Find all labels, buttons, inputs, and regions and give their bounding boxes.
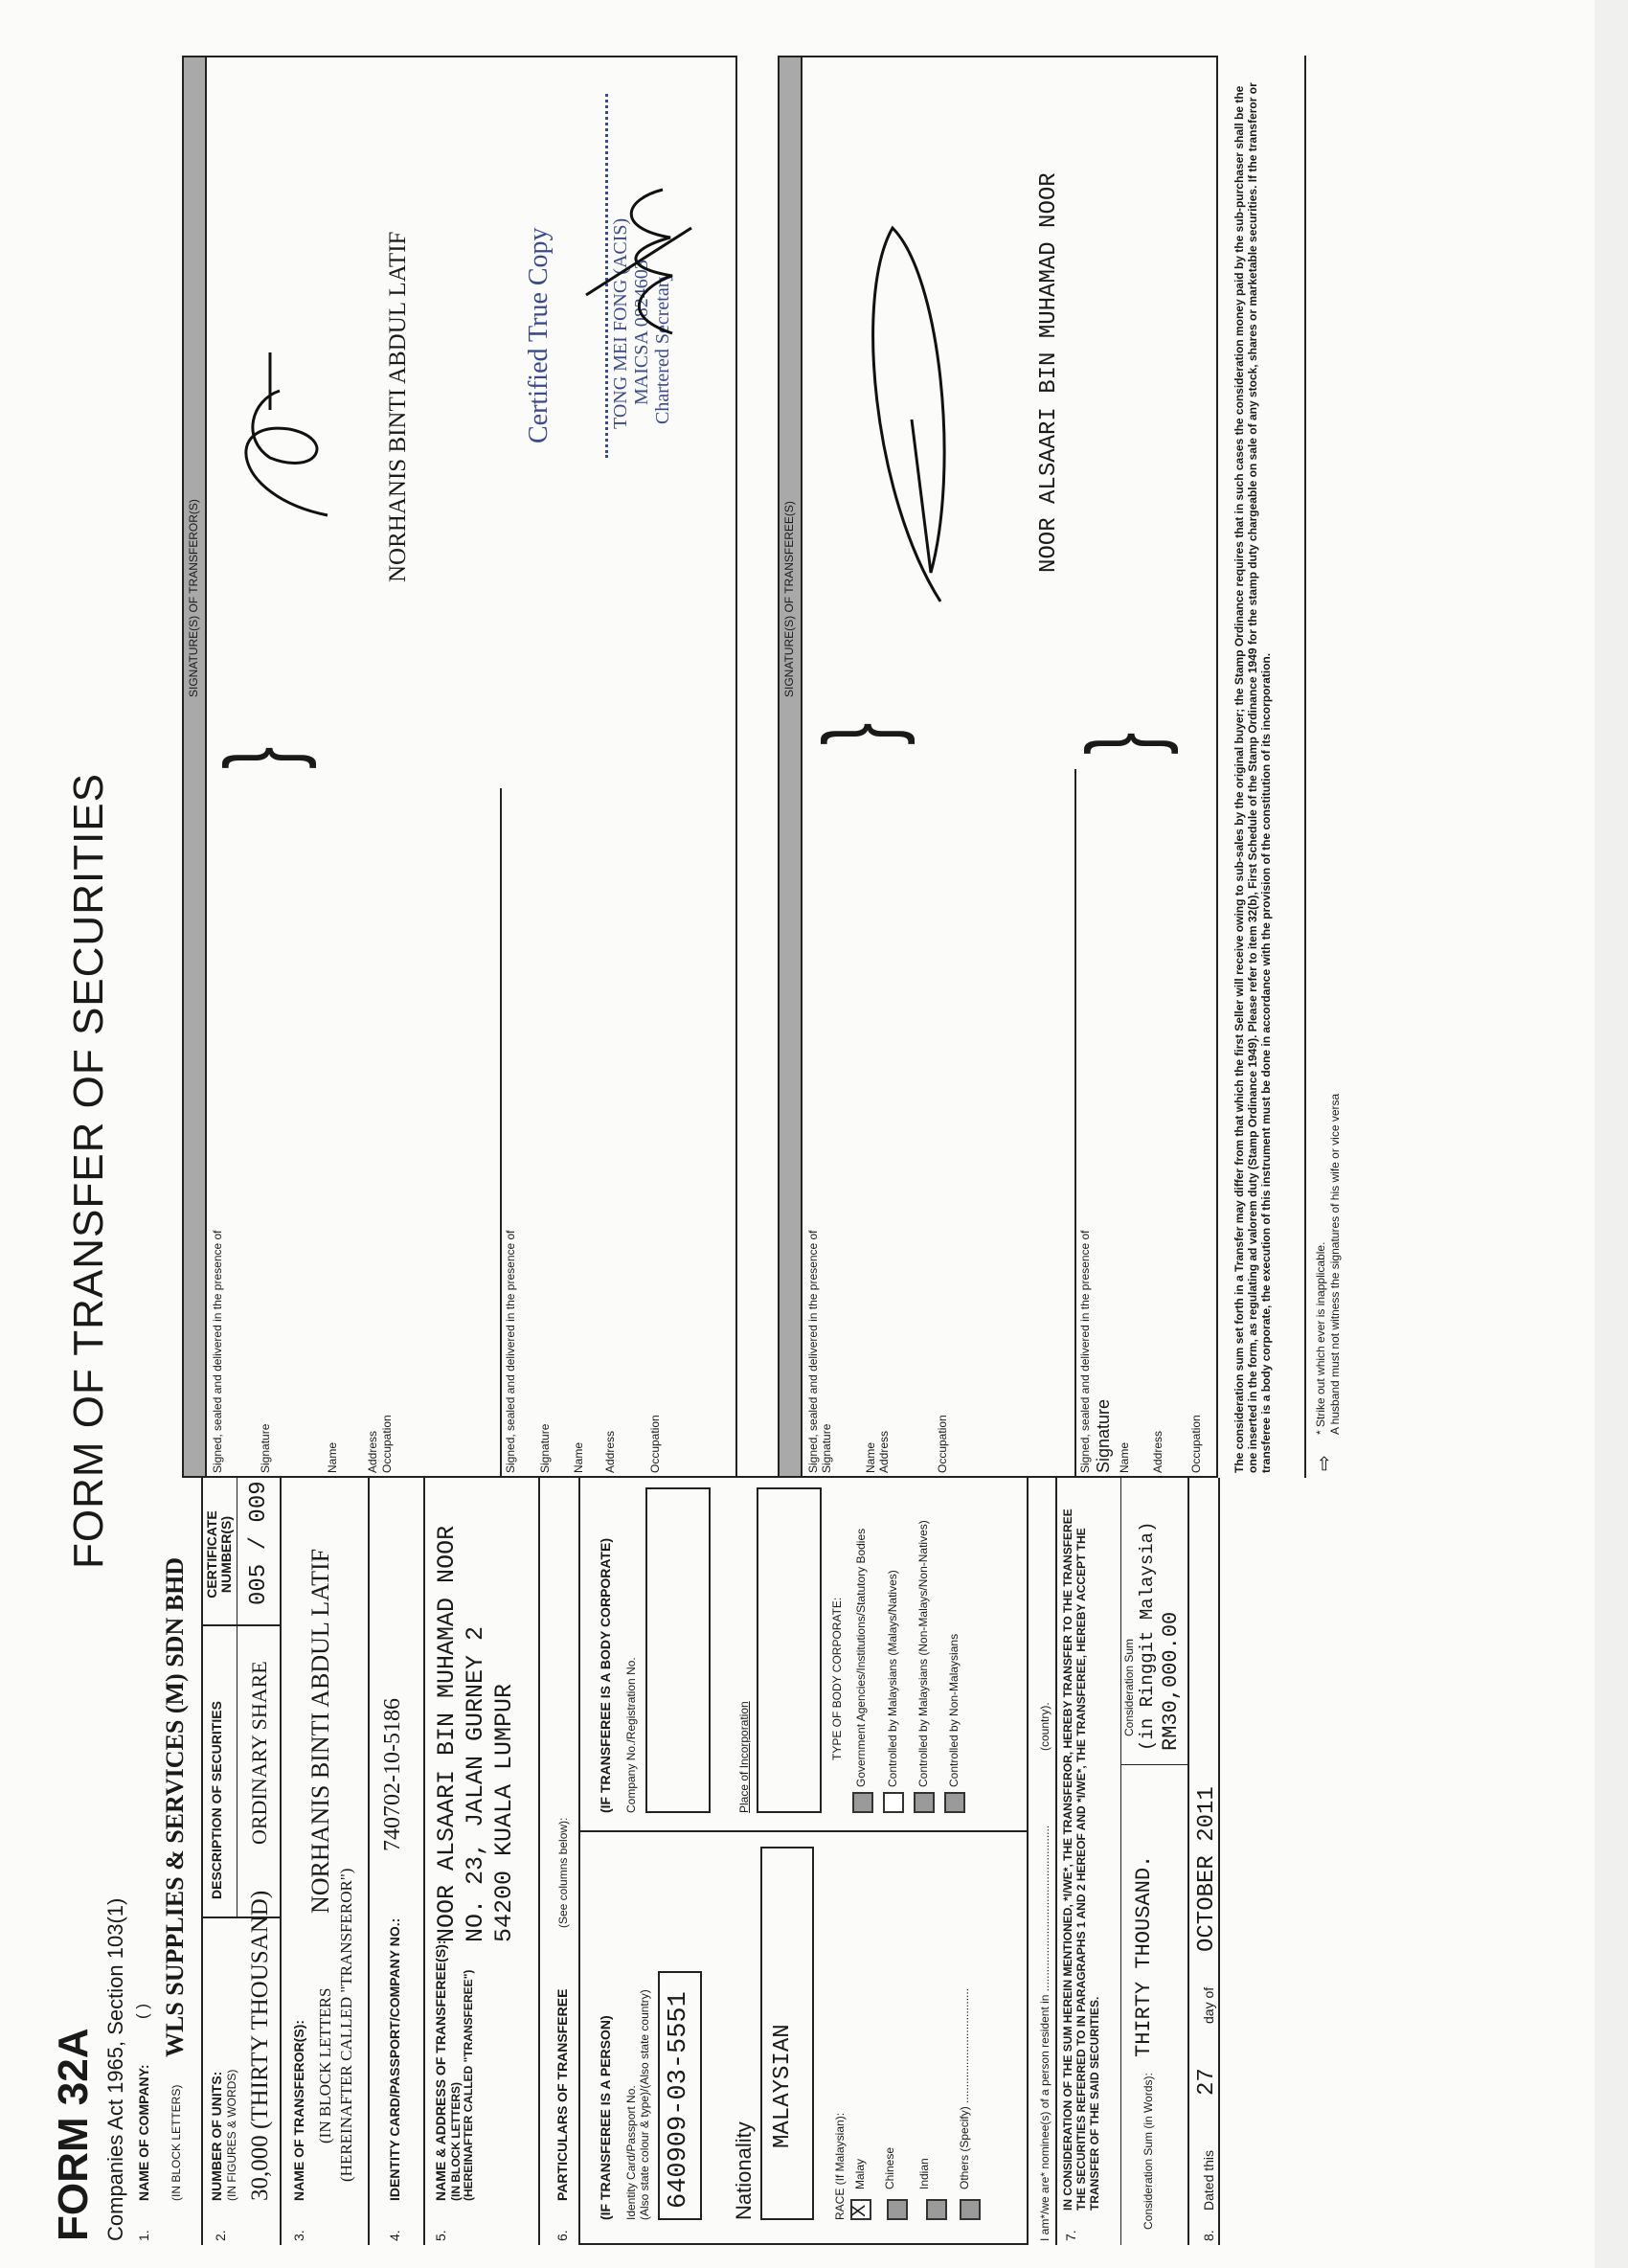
transferor-signature-image [213,343,366,534]
transferee-address-label: Address [877,1430,891,1473]
transferee-occupation-label: Occupation [936,1415,949,1473]
description-header: DESCRIPTION OF SECURITIES [209,1701,224,1899]
particulars-label: PARTICULARS OF TRANSFEREE [554,1988,570,2201]
type-government-label: Government Agencies/Institutions/Statutory Bodies [854,1528,868,1787]
transferor-note-2: (HEREINAFTER CALLED "TRANSFEROR") [337,1868,355,2182]
resident-country: (country). [1038,1702,1051,1751]
block-letters-note: (IN BLOCK LETTERS) [170,2084,183,2201]
id-passport-label: Identity Card/Passport No. [624,2085,638,2220]
company-name-value: WLS SUPPLIES & SERVICES (M) SDN BHD [161,1556,189,2057]
sum-value: RM30,000.00 [1159,1611,1183,1751]
strike-out-note: * Strike out which ever is inapplicable. [1314,1241,1327,1435]
section-8-number: 8. [1201,2230,1216,2241]
company-name-brackets: ( ) [133,2003,151,2019]
transferor-signature-label: Signature [259,1423,272,1473]
id-passport-value: 640909-03-5551 [665,1991,693,2209]
stamp-chartered: Chartered Secretary [652,271,673,424]
transferee-signature-label: Signature [820,1423,833,1473]
form-title: FORM OF TRANSFER OF SECURITIES [65,772,112,1569]
transferor-signature-name: NORHANIS BINTI ABDUL LATIF [385,231,411,582]
transferor2-signature-label: Signature [538,1423,552,1473]
id-card-value: 740702-10-5186 [380,1698,405,1851]
transferee-signature-header: SIGNATURE(S) OF TRANSFEREE(S) [782,501,796,697]
transferee-note-1: (IN BLOCK LETTERS) [449,2082,463,2201]
transferor-witness-brace: } [204,746,317,769]
units-note: (IN FIGURES & WORDS) [225,2069,238,2201]
transferee2-name-label: Name [1118,1441,1131,1473]
arrow-icon: ⇨ [1314,1455,1335,1471]
transferor-label: NAME OF TRANSFEROR(S): [291,2020,306,2201]
units-label: NUMBER OF UNITS: [209,2071,224,2201]
dated-month-year: OCTOBER 2011 [1194,1786,1220,1952]
nationality-label: Nationality [732,2121,756,2220]
section-1-number: 1. [136,2230,151,2241]
form-32a [40,17,1553,2258]
company-no-box[interactable] [645,1487,711,1813]
scan-edge [1594,0,1628,2268]
race-indian-checkbox[interactable] [926,2199,947,2220]
transferee2-occupation-label: Occupation [1189,1415,1203,1473]
race-malay-mark: X [848,2204,870,2217]
transferor-address-label: Address [366,1430,379,1473]
stamp-maicsa: MAICSA 0824603 [631,260,652,405]
transferee-witness-brace: } [803,722,916,745]
company-no-label: Company No./Registration No. [624,1657,638,1813]
type-body-label: TYPE OF BODY CORPORATE: [830,1597,844,1760]
section-2-number: 2. [213,2230,228,2241]
section-4-number: 4. [387,2230,402,2241]
race-indian-label: Indian [917,2158,931,2189]
place-incorporation-label: Place of Incorporation [737,1701,751,1813]
transferee-signed-text: Signed, sealed and delivered in the presence of [806,1230,820,1473]
sum-ringgit-label: (in Ringgit Malaysia) [1137,1521,1158,1751]
type-non-malaysians-checkbox[interactable] [944,1792,965,1813]
act-reference: Companies Act 1965, Section 103(1) [103,1897,127,2241]
consideration-note: The consideration sum set forth in a Transfer may differ from that which the first Seller will receive owing to sub-sales by the original buyer; the Stamp Ordinance requires that in such cases the consideration money paid by the sub-purchaser shall be the one inserted in the form, as regulating ad valorem duty (Stamp Ordinance 1949). Please refer to item 32(b), First Schedule of the Stamp Ordinance 1949 for the stamp duty chargeable on sale of any stock, shares or marketable securities. If the transferor or transferee is a body corporate, the execution of this instrument must be done in accordance with the provision of the constitution of its incorporation. [1232,82,1273,1473]
race-others-checkbox[interactable] [960,2199,981,2220]
stamp-secretary-name: TONG MEI FONG (ACIS) [610,217,631,429]
resident-statement: I am*/we are* nominee(s) of a person resident in .................................................... [1038,1825,1051,2241]
id-passport-note: (Also state colour & type)/(Also state country) [638,1989,651,2220]
transferee2-signed-text: Signed, sealed and delivered in the presence of [1078,1230,1092,1473]
transferee-name-label: Name [864,1441,877,1473]
company-name-label: NAME OF COMPANY: [136,2064,151,2201]
consideration-text: IN CONSIDERATION OF THE SUM HEREIN MENTIONED, *I/WE*, THE TRANSFEROR, HEREBY TRANSFER TO THE TRANSFEREE THE SECURITIES REFERRED TO IN PARAGRAPHS 1 AND 2 HEREOF AND *I/WE*, THE TRANSFEREE, HEREBY ACCEPT THE TRANSFER OF THE SAID SECURITIES. [1061,1508,1101,2211]
transferor2-signed-text: Signed, sealed and delivered in the presence of [504,1230,517,1473]
type-malaysians-checkbox[interactable] [883,1792,904,1813]
race-malay-label: Malay [853,2158,867,2189]
transferor-note-1: (IN BLOCK LETTERS [316,1987,334,2143]
section-5-number: 5. [433,2230,448,2241]
section-7-number: 7. [1063,2230,1078,2241]
sum-words-label: Consideration Sum (in Words): [1142,2073,1155,2230]
certified-true-copy-stamp: Certified True Copy [524,227,554,443]
nationality-value: MALAYSIAN [770,2024,796,2148]
transferee-signature-image [835,209,979,611]
corporate-heading: (IF TRANSFEREE IS A BODY CORPORATE) [598,1537,613,1813]
race-chinese-label: Chinese [883,2146,896,2189]
form-number: FORM 32A [50,2028,97,2241]
transferor2-name-label: Name [572,1441,585,1473]
certificate-header: CERTIFICATE NUMBER(S) [204,1510,234,1599]
transferor2-address-label: Address [603,1430,617,1473]
transferee-address: NOOR ALSAARI BIN MUHAMAD NOOR NO. 23, JALAN GURNEY 2 54200 KUALA LUMPUR [433,1525,518,1942]
dated-label: Dated this [1201,2149,1216,2211]
id-card-label: IDENTITY CARD/PASSPORT/COMPANY NO.: [387,1917,402,2201]
description-value: ORDINARY SHARE [247,1661,271,1845]
particulars-note: (See columns below): [556,1817,570,1928]
type-government-checkbox[interactable] [852,1792,873,1813]
race-chinese-checkbox[interactable] [887,2199,908,2220]
transferee2-signature-label: Signature [1094,1398,1113,1473]
day-of-label: day of [1201,1986,1216,2024]
place-incorporation-box[interactable] [757,1487,822,1813]
race-label: RACE (If Malaysian): [833,2112,847,2220]
section-3-number: 3. [291,2230,306,2241]
transferee2-witness-brace: } [1066,732,1179,755]
transferor-occupation-label: Occupation [380,1415,394,1473]
transferee-signature-name: NOOR ALSAARI BIN MUHAMAD NOOR [1036,172,1062,573]
transferee2-address-label: Address [1151,1430,1164,1473]
transferor-value: NORHANIS BINTI ABDUL LATIF [306,1548,334,1914]
transferor-signature-header: SIGNATURE(S) OF TRANSFEROR(S) [187,499,200,697]
transferor2-occupation-label: Occupation [648,1415,662,1473]
person-heading: (IF TRANSFEREE IS A PERSON) [598,2015,613,2220]
type-non-malaysians-label: Controlled by Non-Malaysians [947,1633,961,1787]
transferee-note-2: (HEREINAFTER CALLED "TRANSFEREE") [462,1969,475,2201]
husband-wife-note: A husband must not witness the signatures of his wife or vice versa [1328,1093,1342,1435]
type-non-malays-checkbox[interactable] [914,1792,935,1813]
sum-words-value: THIRTY THOUSAND. [1132,1854,1156,2057]
sum-label: Consideration Sum [1122,1638,1136,1736]
transferor-name-label: Name [326,1441,339,1473]
transferee-label: NAME & ADDRESS OF TRANSFEREE(S): [433,1939,448,2201]
section-6-number: 6. [554,2230,570,2241]
units-value: 30,000 (THIRTY THOUSAND) [247,1890,273,2201]
transferor-signed-text: Signed, sealed and delivered in the presence of [211,1230,224,1473]
type-non-malays-label: Controlled by Malaysians (Non-Malays/Non-Natives) [916,1520,930,1787]
secretary-signature-image [557,170,701,343]
dated-day: 27 [1194,2068,1220,2096]
certificate-value: 005 / 009 [246,1481,272,1605]
race-others-label: Others (Specify) .................................... [958,1987,971,2189]
type-malaysians-label: Controlled by Malaysians (Malays/Natives) [886,1570,899,1787]
